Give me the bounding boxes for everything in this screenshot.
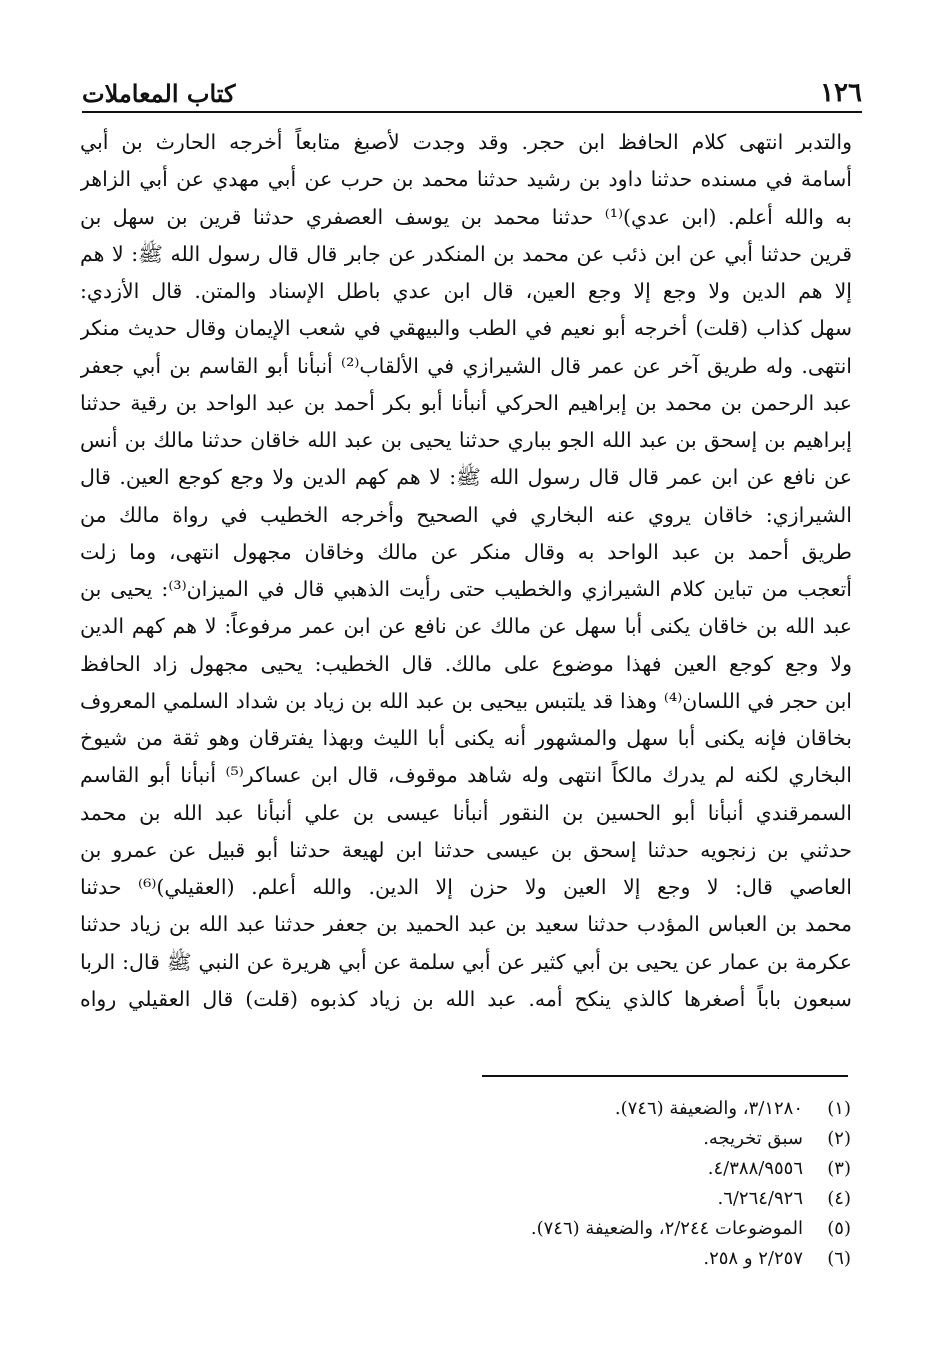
footnote-number: (٤) [827,1188,851,1209]
text-line: أسامة في مسنده حدثنا داود بن رشيد حدثنا محمد بن حرب عن أبي مهدي عن أبي الزاهر [80,167,852,192]
text-line: إلا هم الدين ولا وجع إلا وجع العين، قال ابن عدي باطل الإسناد والمتن. قال الأزدي: [80,279,852,303]
text-line: العاصي قال: لا وجع إلا العين ولا حزن إلا الدين. والله أعلم. (العقيلي)⁽⁶⁾ حدثنا [80,875,852,899]
footnote-item [151,1154,851,1184]
page-header [82,68,862,108]
text-line: سهل كذاب (قلت) أخرجه أبو نعيم في الطب والبيهقي في شعب الإيمان وقال حديث منكر [80,316,852,341]
body-text [80,124,852,1018]
footnote-text: ٤/٣٨٨/٩٥٥٦. [707,1158,803,1179]
footnote-number: (٢) [827,1128,851,1149]
text-line: طريق أحمد بن عبد الواحد به وقال منكر عن مالك وخاقان مجهول انتهى، وما زلت [80,539,852,564]
footnote-text: ٦/٢٦٤/٩٢٦. [717,1188,803,1209]
footnote-separator [482,1075,848,1077]
text-line: والتدبر انتهى كلام الحافظ ابن حجر. وقد وجدت لأصبغ متابعاً أخرجه الحارث بن أبي [80,130,852,154]
text-line: عن نافع عن ابن عمر قال قال رسول الله ﷺ: لا هم كهم الدين ولا وجع كوجع العين. قال [80,465,852,490]
page-number: ١٢٦ [820,78,862,108]
text-line: ولا وجع كوجع العين فهذا موضوع على مالك. قال الخطيب: يحيى مجهول زاد الحافظ [80,651,852,676]
footnote-number: (٥) [827,1218,851,1239]
footnote-text: ٣/١٢٨٠، والضعيفة (٧٤٦). [614,1098,803,1119]
text-line: سبعون باباً أصغرها كالذي ينكح أمه. عبد الله بن زياد كذبوه (قلت) قال العقيلي رواه [80,986,852,1011]
footnote-item [151,1244,851,1274]
text-line: أتعجب من تباين كلام الشيرازي والخطيب حتى رأيت الذهبي قال في الميزان⁽³⁾: يحيى بن [80,577,852,601]
footnote-number: (٦) [827,1248,851,1269]
footnote-text: سبق تخريجه. [703,1128,803,1149]
text-line: البخاري لكنه لم يدرك مالكاً انتهى وله شاهد موقوف، قال ابن عساكر⁽⁵⁾ أنبأنا أبو القاسم [80,763,852,788]
footnote-text: الموضوعات ٢/٢٤٤، والضعيفة (٧٤٦). [530,1218,803,1239]
header-rule [82,111,862,113]
text-line: عبد الله بن خاقان يكنى أبا سهل عن مالك عن نافع عن ابن عمر مرفوعاً: لا هم كهم الدين [80,614,852,639]
text-line: قرين حدثنا أبي عن ابن ذئب عن محمد بن المنكدر عن جابر قال قال رسول الله ﷺ: لا هم [80,241,852,266]
footnote-item [151,1184,851,1214]
text-line: بخاقان فإنه يكنى أبا سهل والمشهور أنه يكنى أبا الليث وبهذا يفترقان وهو ثقة من شيوخ [80,726,852,750]
text-line: الشيرازي: خاقان يروي عنه البخاري في الصحيح وأخرجه الخطيب في رواة مالك من [80,502,852,527]
footnote-item [151,1094,851,1124]
text-line: عكرمة بن عمار عن يحيى بن أبي كثير عن أبي سلمة عن أبي هريرة عن النبي ﷺ قال: الربا [80,949,852,974]
footnote-number: (٣) [827,1158,851,1179]
text-line: ابن حجر في اللسان⁽⁴⁾ وهذا قد يلتبس بيحيى بن عبد الله بن زياد بن شداد السلمي المعروف [80,688,852,713]
text-line: إبراهيم بن إسحق بن عبد الله الجو بباري حدثنا يحيى بن عبد الله خاقان حدثنا مالك بن أنس [80,428,852,452]
text-line: عبد الرحمن بن محمد بن إبراهيم الحركي أنبأنا أبو بكر أحمد بن عبد الواحد بن رقية حدثنا [80,390,852,415]
footnote-item [151,1214,851,1244]
text-line: السمرقندي أنبأنا أبو الحسين بن النقور أنبأنا عيسى بن علي أنبأنا عبد الله بن محمد [80,800,852,825]
text-line: انتهى. وله طريق آخر عن عمر قال الشيرازي في الألقاب⁽²⁾ أنبأنا أبو القاسم بن أبي جعفر [80,353,852,378]
text-line: حدثني بن زنجويه حدثنا إسحق بن عيسى حدثنا ابن لهيعة حدثنا أبو قبيل عن عمرو بن [80,837,852,862]
book-title: كتاب المعاملات [82,79,236,108]
footnote-text: ٢/٢٥٧ و ٢٥٨. [703,1248,803,1269]
text-line: محمد بن العباس المؤدب حدثنا سعيد بن عبد الحميد بن جعفر حدثنا عبد الله بن زياد حدثنا [80,912,852,937]
footnote-number: (١) [827,1098,851,1119]
footnote-item [151,1124,851,1154]
text-line: به والله أعلم. (ابن عدي)⁽¹⁾ حدثنا محمد بن يوسف العصفري حدثنا قرين بن سهل بن [80,204,852,229]
footnotes-list [151,1094,851,1274]
